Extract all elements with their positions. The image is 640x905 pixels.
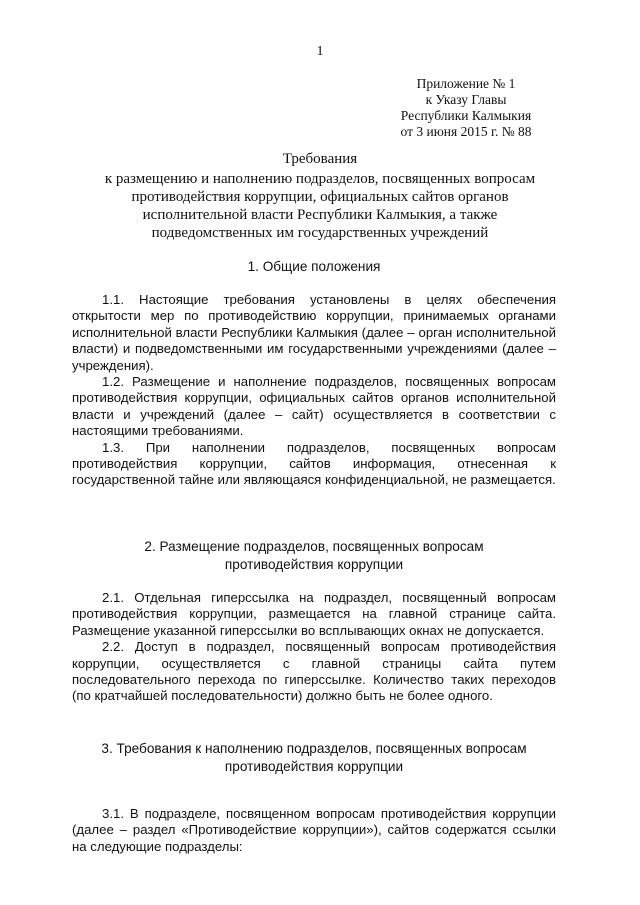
title-line: противодействия коррупции, официальных сайтов органов [131,189,509,205]
title-main: Требования [282,151,358,167]
heading-line: 3. Требования к наполнению подразделов, посвященных вопросам [101,741,527,756]
paragraph: 1.1. Настоящие требования установлены в целях обеспечения открытости мер по противодействию коррупции, принимаемых органами исполнительной власти Республики Калмыкия (далее – орган исполнительной власти) и подведомственными им государственными учреждениями (далее – учреждения). [72,292,556,373]
section-3-body [72,806,556,855]
title-line: исполнительной власти Республики Калмыкия, а также [142,207,498,223]
section-3-heading [72,740,556,776]
heading-line: противодействия коррупции [224,557,404,572]
appendix-reference [396,76,536,140]
paragraph: 2.1. Отдельная гиперссылка на подраздел, посвященный вопросам противодействия коррупции, размещается на главной странице сайта. Размещение указанной гиперссылки во всплывающих окнах не допускается. [72,590,556,638]
section-1-heading: 1. Общие положения [247,259,381,274]
section-2-body [72,590,556,705]
paragraph: 1.2. Размещение и наполнение подразделов, посвященных вопросам противодействия коррупции, официальных сайтов органов исполнительной власти и учреждений (далее – сайт) осуществляется в соответствии с настоящими требованиями. [72,374,556,439]
heading-line: противодействия коррупции [224,759,404,774]
appendix-line: от 3 июня 2015 г. № 88 [400,124,532,139]
paragraph: 1.3. При наполнении подразделов, посвященных вопросам противодействия коррупции, сайтов информация, отнесенная к государственной тайне или являющаяся конфиденциальной, не размещается. [72,439,556,488]
section-2-heading [72,538,556,574]
appendix-line: Приложение № 1 [416,76,516,91]
title-line: к размещению и наполнению подразделов, посвященных вопросам [104,171,536,187]
heading-line: 2. Размещение подразделов, посвященных вопросам [144,539,484,554]
appendix-line: Республики Калмыкия [400,108,532,123]
paragraph: 3.1. В подразделе, посвященном вопросам противодействия коррупции (далее – раздел «Противодействие коррупции»), сайтов содержатся ссылки на следующие подразделы: [72,806,556,854]
section-1-body [72,292,556,489]
paragraph: 2.2. Доступ в подраздел, посвященный вопросам противодействия коррупции, осуществляется с главной страницы сайта путем последовательного перехода по гиперссылке. Количество таких переходов (по кратчайшей последовательности) должно быть не более одного. [72,639,556,704]
title-line: подведомственных им государственных учреждений [151,225,489,241]
page-number: 1 [316,44,324,59]
document-title [60,150,580,242]
appendix-line: к Указу Главы [425,92,507,107]
